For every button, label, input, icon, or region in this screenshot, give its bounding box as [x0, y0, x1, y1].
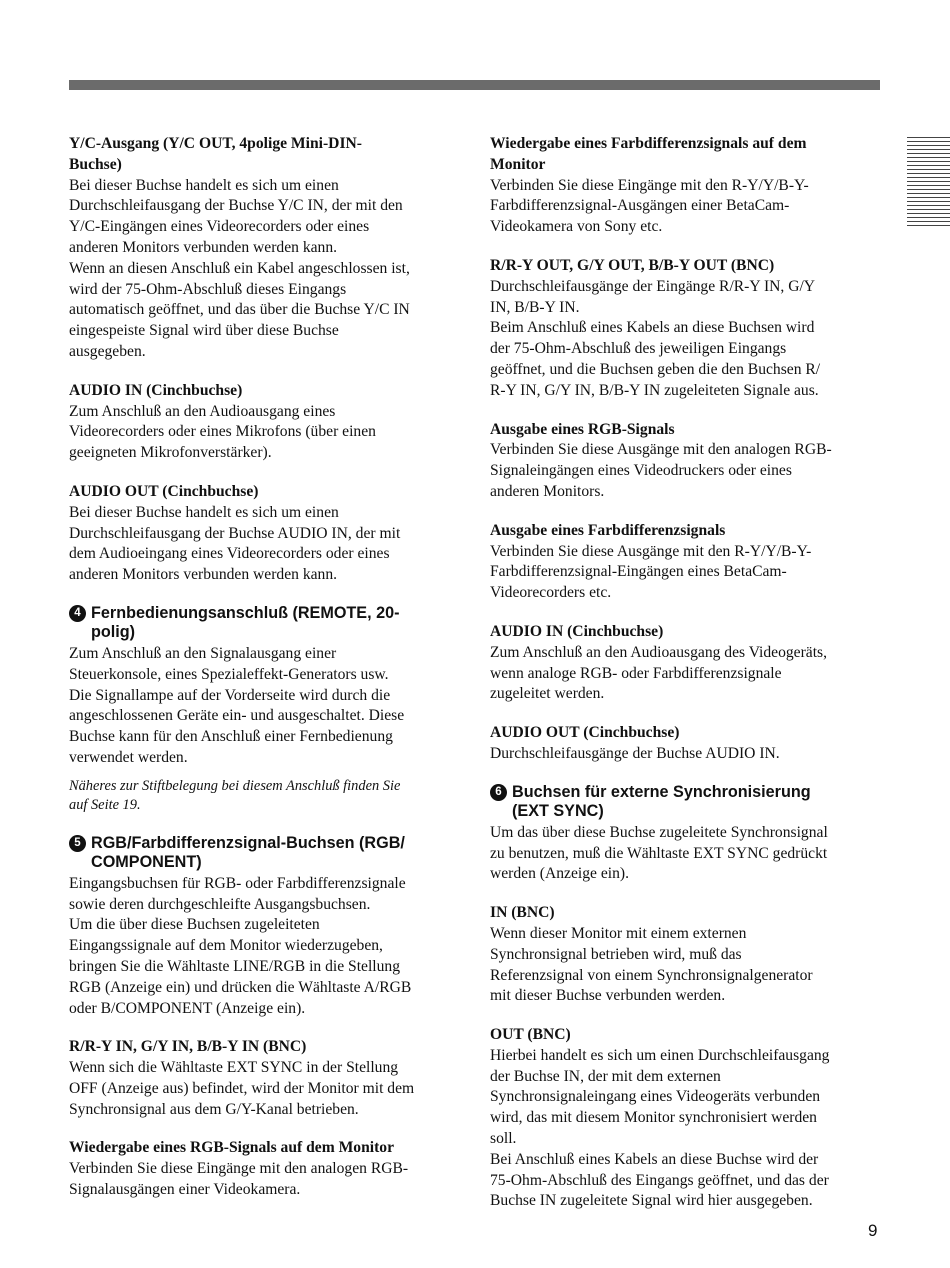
right-audio-in-heading: AUDIO IN (Cinchbuchse) [490, 622, 664, 640]
right-audio-out-block [490, 723, 882, 765]
remote-section [69, 604, 465, 816]
in-bnc-text: Wenn dieser Monitor mit einem externen Synchronsignal betrieben wird, muß das Referenzsignal von einem Synchronsignalgenerator mit dieser Buchse verbunden werden. [490, 924, 813, 1005]
rgb-playback-heading: Wiedergabe eines RGB-Signals auf dem Monitor [69, 1139, 395, 1157]
right-audio-out-text: Durchschleifausgänge der Buchse AUDIO IN. [490, 744, 780, 762]
ext-sync-section-text: Um das über diese Buchse zugeleitete Synchronsignal zu benutzen, muß die Wähltaste EXT SYNC gedrückt werden (Anzeige ein). [490, 823, 828, 883]
section-number-badge: 6 [490, 784, 507, 801]
color-diff-output-heading: Ausgabe eines Farbdifferenzsignals [490, 521, 726, 539]
out-bnc-heading: OUT (BNC) [490, 1026, 571, 1044]
header-rule [69, 80, 880, 90]
out-bnc-block [490, 1025, 882, 1212]
audio-out-block [69, 482, 465, 586]
out-bnc-text: Hierbei handelt es sich um einen Durchschleifausgang der Buchse IN, der mit dem externen Synchronsignaleingang eines Videogeräts verbunden wird, das mit diesem Monitor synchronisiert werden soll. Bei Anschluß eines Kabels an diese Buchse wird der 75-Ohm-Abschluß des Eingangs geöffnet, und das der Buchse IN zugeleitete Signal wird hier ausgegeben. [490, 1046, 830, 1210]
color-diff-output-text: Verbinden Sie diese Ausgänge mit den R-Y/Y/B-Y- Farbdifferenzsignal-Eingängen eines BetaCam- Videorecorders etc. [490, 542, 812, 602]
audio-in-block [69, 381, 465, 464]
color-diff-output-block [490, 521, 882, 604]
audio-out-heading: AUDIO OUT (Cinchbuchse) [69, 482, 259, 500]
yc-out-text: Bei dieser Buchse handelt es sich um einen Durchschleifausgang der Buchse Y/C IN, der mit den Y/C-Eingängen eines Videorecorders oder eines anderen Monitors verbunden werden kann. Wenn an diesen Anschluß ein Kabel angeschlossen ist, wird der 75-Ohm-Abschluß dieses Eingangs automatisch geöffnet, und das über die Buchse Y/C IN eingespeiste Signal wird über diese Buchse ausgegeben. [69, 176, 410, 360]
remote-section-heading: 4 Fernbedienungsanschluß (REMOTE, 20- polig) [69, 604, 465, 642]
rgb-playback-text: Verbinden Sie diese Eingänge mit den analogen RGB- Signalausgängen einer Videokamera. [69, 1160, 409, 1199]
section-number-badge: 5 [69, 835, 86, 852]
yc-out-block [69, 134, 465, 363]
in-bnc-block [490, 903, 882, 1007]
rgb-output-heading: Ausgabe eines RGB-Signals [490, 420, 675, 438]
rgb-output-text: Verbinden Sie diese Ausgänge mit den analogen RGB- Signaleingängen eines Videodruckers oder eines anderen Monitors. [490, 441, 832, 500]
section-tab-marker [907, 137, 950, 229]
rgb-component-section [69, 834, 465, 1020]
right-audio-in-block [490, 622, 882, 705]
audio-in-text: Zum Anschluß an den Audioausgang eines Videorecorders oder eines Mikrofons (über einen geeigneten Mikrofonverstärker). [69, 402, 376, 462]
color-diff-playback-block [490, 134, 882, 238]
ext-sync-section-heading: 6 Buchsen für externe Synchronisierung (EXT SYNC) [490, 783, 882, 821]
rgb-in-block [69, 1037, 465, 1120]
remote-section-text: Zum Anschluß an den Signalausgang einer Steuerkonsole, eines Spezialeffekt-Generators usw. Die Signallampe auf der Vorderseite wird durch die angeschlossenen Geräte ein- und ausgeschaltet. Diese Buchse kann für den Anschluß einer Fernbedienung verwendet werden. [69, 644, 405, 766]
rgb-component-section-text: Eingangsbuchsen für RGB- oder Farbdifferenzsignale sowie deren durchgeschleifte Ausgangsbuchsen. Um die über diese Buchsen zugeleiteten Eingangssignale auf dem Monitor wiederzugeben, bringen Sie die Wähltaste LINE/RGB in die Stellung RGB (Anzeige ein) und drücken die Wähltaste A/RGB oder B/COMPONENT (Anzeige ein). [69, 874, 412, 1017]
rgb-out-heading: R/R-Y OUT, G/Y OUT, B/B-Y OUT (BNC) [490, 256, 775, 274]
left-column [69, 134, 465, 1219]
right-audio-in-text: Zum Anschluß an den Audioausgang des Videogeräts, wenn analoge RGB- oder Farbdifferenzsignale zugeleitet werden. [490, 643, 828, 703]
rgb-component-section-heading: 5 RGB/Farbdifferenzsignal-Buchsen (RGB/ COMPONENT) [69, 834, 465, 872]
audio-in-heading: AUDIO IN (Cinchbuchse) [69, 381, 243, 399]
rgb-out-text: Durchschleifausgänge der Eingänge R/R-Y IN, G/Y IN, B/B-Y IN. Beim Anschluß eines Kabels an diese Buchsen wird der 75-Ohm-Abschluß des jeweiligen Eingangs geöffnet, und die Buchsen geben die den Buchsen R/ R-Y IN, G/Y IN, B/B-Y IN zugeleiteten Signale aus. [490, 277, 821, 399]
audio-out-text: Bei dieser Buchse handelt es sich um einen Durchschleifausgang der Buchse AUDIO IN, der mit dem Audioeingang eines Videorecorders oder eines anderen Monitors verbunden werden kann. [69, 503, 401, 584]
page-number: 9 [868, 1221, 878, 1240]
pin-assignment-note: Näheres zur Stiftbelegung bei diesem Anschluß finden Sie auf Seite 19. [69, 777, 401, 814]
section-number-badge: 4 [69, 605, 86, 622]
rgb-in-heading: R/R-Y IN, G/Y IN, B/B-Y IN (BNC) [69, 1038, 307, 1056]
rgb-playback-block [69, 1138, 465, 1200]
rgb-output-block [490, 420, 882, 503]
rgb-out-block [490, 256, 882, 402]
right-audio-out-heading: AUDIO OUT (Cinchbuchse) [490, 724, 680, 742]
yc-out-heading: Y/C-Ausgang (Y/C OUT, 4polige Mini-DIN- Buchse) [69, 135, 362, 173]
ext-sync-section [490, 783, 882, 885]
right-column [490, 134, 882, 1230]
color-diff-playback-heading: Wiedergabe eines Farbdifferenzsignals auf dem Monitor [490, 135, 807, 173]
rgb-in-text: Wenn sich die Wähltaste EXT SYNC in der Stellung OFF (Anzeige aus) befindet, wird der Monitor mit dem Synchronsignal aus dem G/Y-Kanal betrieben. [69, 1059, 415, 1118]
color-diff-playback-text: Verbinden Sie diese Eingänge mit den R-Y/Y/B-Y- Farbdifferenzsignal-Ausgängen einer BetaCam- Videokamera von Sony etc. [490, 176, 809, 236]
in-bnc-heading: IN (BNC) [490, 904, 555, 922]
